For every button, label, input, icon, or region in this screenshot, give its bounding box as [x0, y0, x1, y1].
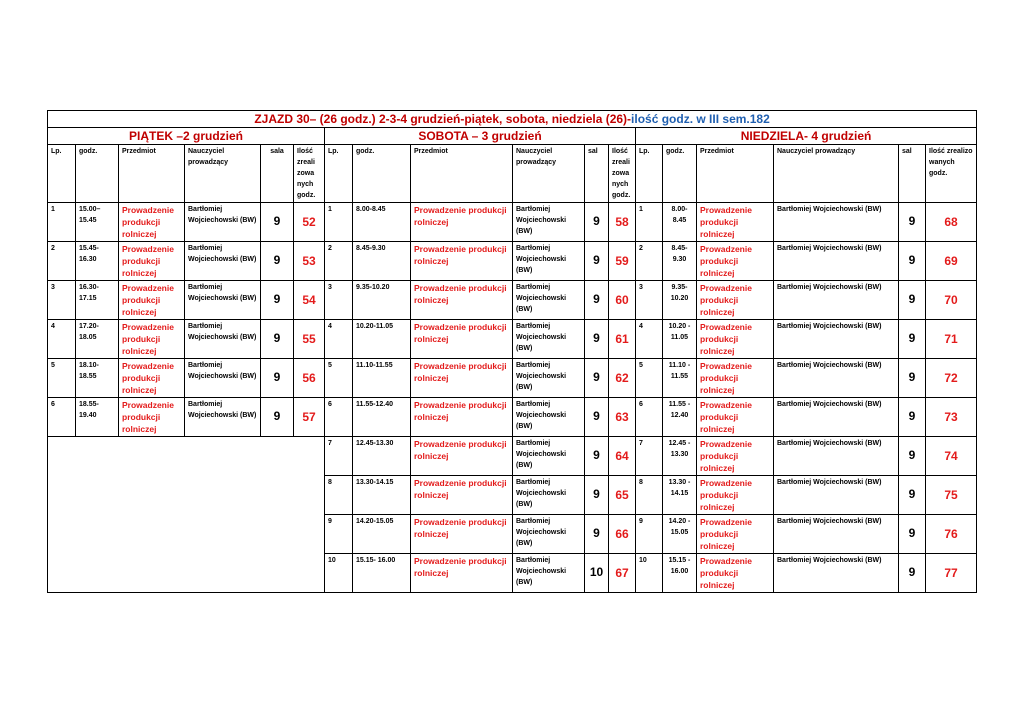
cell-room: 9 [899, 281, 926, 320]
table-row [48, 281, 977, 320]
cell-subject: Prowadzenie produkcji rolniczej [411, 320, 513, 359]
schedule-title [48, 111, 977, 128]
cell-hours-count: 52 [294, 203, 325, 242]
cell-lp: 4 [636, 320, 663, 359]
cell-time: 11.10 - 11.55 [663, 359, 697, 398]
cell-subject: Prowadzenie produkcji rolniczej [697, 281, 774, 320]
cell-lp: 1 [325, 203, 353, 242]
col-lp: Lp. [48, 145, 76, 203]
cell-teacher: Bartłomiej Wojciechowski (BW) [774, 476, 899, 515]
cell-teacher: Bartłomiej Wojciechowski (BW) [185, 359, 261, 398]
cell-time: 15.45- 16.30 [76, 242, 119, 281]
cell-hours-count: 77 [926, 554, 977, 593]
cell-lp: 7 [325, 437, 353, 476]
cell-hours-count: 58 [609, 203, 636, 242]
col-godz: godz. [76, 145, 119, 203]
cell-room: 9 [899, 359, 926, 398]
col-nauczyciel: Nauczyciel prowadzący [185, 145, 261, 203]
cell-room: 9 [899, 476, 926, 515]
cell-lp: 9 [636, 515, 663, 554]
cell-time: 8.00- 8.45 [663, 203, 697, 242]
day-saturday: SOBOTA – 3 grudzień [325, 128, 636, 145]
cell-room: 10 [585, 554, 609, 593]
cell-hours-count: 54 [294, 281, 325, 320]
cell-room: 9 [899, 320, 926, 359]
cell-subject: Prowadzenie produkcji rolniczej [697, 398, 774, 437]
cell-teacher: Bartłomiej Wojciechowski (BW) [185, 281, 261, 320]
cell-lp: 5 [325, 359, 353, 398]
cell-time: 10.20 - 11.05 [663, 320, 697, 359]
cell-lp: 1 [48, 203, 76, 242]
cell-time: 15.15 - 16.00 [663, 554, 697, 593]
title-row [48, 111, 977, 128]
cell-room: 9 [899, 515, 926, 554]
column-header-row [48, 145, 977, 203]
cell-teacher: Bartłomiej Wojciechowski (BW) [774, 515, 899, 554]
cell-time: 11.55-12.40 [353, 398, 411, 437]
cell-hours-count: 76 [926, 515, 977, 554]
cell-time: 8.00-8.45 [353, 203, 411, 242]
cell-teacher: Bartłomiej Wojciechowski (BW) [513, 398, 585, 437]
title-main: ZJAZD 30– (26 godz.) 2-3-4 grudzień-piątek, sobota, niedziela (26)- [254, 112, 632, 126]
cell-room: 9 [261, 359, 294, 398]
cell-room: 9 [585, 515, 609, 554]
col-przedmiot: Przedmiot [697, 145, 774, 203]
cell-subject: Prowadzenie produkcji rolniczej [697, 476, 774, 515]
cell-subject: Prowadzenie produkcji rolniczej [411, 359, 513, 398]
cell-teacher: Bartłomiej Wojciechowski (BW) [513, 203, 585, 242]
day-header-row [48, 128, 977, 145]
cell-lp: 8 [636, 476, 663, 515]
cell-room: 9 [585, 398, 609, 437]
cell-hours-count: 73 [926, 398, 977, 437]
cell-time: 11.55 - 12.40 [663, 398, 697, 437]
col-przedmiot: Przedmiot [411, 145, 513, 203]
cell-room: 9 [261, 320, 294, 359]
col-ilosc: Ilość zreali zowa nych godz. [294, 145, 325, 203]
cell-teacher: Bartłomiej Wojciechowski (BW) [513, 281, 585, 320]
cell-time: 12.45-13.30 [353, 437, 411, 476]
cell-lp: 7 [636, 437, 663, 476]
cell-time: 9.35- 10.20 [663, 281, 697, 320]
table-row [48, 242, 977, 281]
cell-room: 9 [585, 359, 609, 398]
cell-subject: Prowadzenie produkcji rolniczej [697, 437, 774, 476]
cell-hours-count: 70 [926, 281, 977, 320]
cell-room: 9 [585, 320, 609, 359]
cell-teacher: Bartłomiej Wojciechowski (BW) [513, 476, 585, 515]
cell-time: 11.10-11.55 [353, 359, 411, 398]
title-semester-hours: ilość godz. w III sem.182 [631, 112, 770, 126]
cell-teacher: Bartłomiej Wojciechowski (BW) [774, 281, 899, 320]
cell-lp: 3 [636, 281, 663, 320]
table-row [48, 359, 977, 398]
cell-hours-count: 65 [609, 476, 636, 515]
cell-room: 9 [585, 476, 609, 515]
cell-lp: 9 [325, 515, 353, 554]
cell-hours-count: 57 [294, 398, 325, 437]
cell-subject: Prowadzenie produkcji rolniczej [411, 554, 513, 593]
col-godz: godz. [663, 145, 697, 203]
cell-time: 9.35-10.20 [353, 281, 411, 320]
cell-teacher: Bartłomiej Wojciechowski (BW) [774, 398, 899, 437]
cell-hours-count: 67 [609, 554, 636, 593]
cell-lp: 3 [325, 281, 353, 320]
cell-teacher: Bartłomiej Wojciechowski (BW) [185, 203, 261, 242]
cell-teacher: Bartłomiej Wojciechowski (BW) [185, 398, 261, 437]
cell-hours-count: 66 [609, 515, 636, 554]
cell-lp: 5 [48, 359, 76, 398]
col-nauczyciel: Nauczyciel prowadzący [513, 145, 585, 203]
cell-subject: Prowadzenie produkcji rolniczej [411, 281, 513, 320]
cell-room: 9 [585, 437, 609, 476]
cell-subject: Prowadzenie produkcji rolniczej [119, 203, 185, 242]
cell-lp: 2 [325, 242, 353, 281]
cell-lp: 4 [48, 320, 76, 359]
cell-lp: 3 [48, 281, 76, 320]
cell-hours-count: 56 [294, 359, 325, 398]
table-row [48, 203, 977, 242]
cell-hours-count: 64 [609, 437, 636, 476]
schedule-table [47, 110, 977, 593]
cell-time: 12.45 - 13.30 [663, 437, 697, 476]
cell-time: 18.55- 19.40 [76, 398, 119, 437]
cell-room: 9 [585, 281, 609, 320]
cell-room: 9 [899, 398, 926, 437]
cell-time: 13.30 - 14.15 [663, 476, 697, 515]
cell-hours-count: 61 [609, 320, 636, 359]
cell-subject: Prowadzenie produkcji rolniczej [697, 242, 774, 281]
cell-hours-count: 63 [609, 398, 636, 437]
cell-lp: 8 [325, 476, 353, 515]
cell-subject: Prowadzenie produkcji rolniczej [411, 476, 513, 515]
cell-subject: Prowadzenie produkcji rolniczej [697, 359, 774, 398]
cell-lp: 10 [636, 554, 663, 593]
cell-time: 13.30-14.15 [353, 476, 411, 515]
cell-time: 8.45-9.30 [353, 242, 411, 281]
cell-subject: Prowadzenie produkcji rolniczej [697, 320, 774, 359]
cell-time: 18.10- 18.55 [76, 359, 119, 398]
cell-teacher: Bartłomiej Wojciechowski (BW) [185, 242, 261, 281]
cell-hours-count: 59 [609, 242, 636, 281]
cell-hours-count: 53 [294, 242, 325, 281]
cell-subject: Prowadzenie produkcji rolniczej [411, 398, 513, 437]
cell-hours-count: 74 [926, 437, 977, 476]
col-sala: sal [899, 145, 926, 203]
cell-subject: Prowadzenie produkcji rolniczej [119, 320, 185, 359]
cell-time: 15.15- 16.00 [353, 554, 411, 593]
cell-lp: 10 [325, 554, 353, 593]
day-sunday: NIEDZIELA- 4 grudzień [636, 128, 977, 145]
cell-lp: 2 [636, 242, 663, 281]
cell-room: 9 [899, 203, 926, 242]
col-ilosc: Ilość zrealizo wanych godz. [926, 145, 977, 203]
col-sala: sala [261, 145, 294, 203]
cell-teacher: Bartłomiej Wojciechowski (BW) [513, 515, 585, 554]
cell-room: 9 [899, 554, 926, 593]
cell-lp: 2 [48, 242, 76, 281]
cell-subject: Prowadzenie produkcji rolniczej [411, 437, 513, 476]
col-nauczyciel: Nauczyciel prowadzący [774, 145, 899, 203]
cell-teacher: Bartłomiej Wojciechowski (BW) [513, 437, 585, 476]
cell-lp: 6 [325, 398, 353, 437]
cell-hours-count: 71 [926, 320, 977, 359]
cell-hours-count: 72 [926, 359, 977, 398]
cell-subject: Prowadzenie produkcji rolniczej [697, 554, 774, 593]
cell-hours-count: 60 [609, 281, 636, 320]
cell-subject: Prowadzenie produkcji rolniczej [697, 515, 774, 554]
empty-friday-block [48, 437, 325, 593]
cell-room: 9 [261, 242, 294, 281]
cell-room: 9 [899, 242, 926, 281]
table-row [48, 437, 977, 476]
cell-teacher: Bartłomiej Wojciechowski (BW) [774, 203, 899, 242]
cell-time: 14.20-15.05 [353, 515, 411, 554]
col-przedmiot: Przedmiot [119, 145, 185, 203]
cell-room: 9 [261, 398, 294, 437]
col-sala: sal [585, 145, 609, 203]
cell-subject: Prowadzenie produkcji rolniczej [119, 359, 185, 398]
cell-teacher: Bartłomiej Wojciechowski (BW) [513, 359, 585, 398]
cell-hours-count: 62 [609, 359, 636, 398]
cell-subject: Prowadzenie produkcji rolniczej [697, 203, 774, 242]
table-row [48, 398, 977, 437]
cell-teacher: Bartłomiej Wojciechowski (BW) [513, 242, 585, 281]
cell-subject: Prowadzenie produkcji rolniczej [411, 203, 513, 242]
col-ilosc: Ilość zreali zowa nych godz. [609, 145, 636, 203]
cell-teacher: Bartłomiej Wojciechowski (BW) [513, 554, 585, 593]
cell-lp: 6 [636, 398, 663, 437]
cell-time: 15.00– 15.45 [76, 203, 119, 242]
cell-teacher: Bartłomiej Wojciechowski (BW) [513, 320, 585, 359]
cell-time: 14.20 - 15.05 [663, 515, 697, 554]
cell-hours-count: 55 [294, 320, 325, 359]
cell-time: 17.20- 18.05 [76, 320, 119, 359]
cell-time: 8.45- 9.30 [663, 242, 697, 281]
cell-room: 9 [585, 242, 609, 281]
col-lp: Lp. [325, 145, 353, 203]
cell-room: 9 [585, 203, 609, 242]
cell-lp: 4 [325, 320, 353, 359]
cell-subject: Prowadzenie produkcji rolniczej [411, 242, 513, 281]
cell-teacher: Bartłomiej Wojciechowski (BW) [774, 242, 899, 281]
col-lp: Lp. [636, 145, 663, 203]
cell-teacher: Bartłomiej Wojciechowski (BW) [774, 359, 899, 398]
cell-teacher: Bartłomiej Wojciechowski (BW) [774, 437, 899, 476]
cell-subject: Prowadzenie produkcji rolniczej [119, 281, 185, 320]
cell-teacher: Bartłomiej Wojciechowski (BW) [185, 320, 261, 359]
table-row [48, 320, 977, 359]
col-godz: godz. [353, 145, 411, 203]
cell-subject: Prowadzenie produkcji rolniczej [119, 398, 185, 437]
cell-lp: 1 [636, 203, 663, 242]
cell-subject: Prowadzenie produkcji rolniczej [119, 242, 185, 281]
cell-time: 10.20-11.05 [353, 320, 411, 359]
cell-lp: 5 [636, 359, 663, 398]
cell-subject: Prowadzenie produkcji rolniczej [411, 515, 513, 554]
cell-lp: 6 [48, 398, 76, 437]
cell-teacher: Bartłomiej Wojciechowski (BW) [774, 554, 899, 593]
day-friday: PIĄTEK –2 grudzień [48, 128, 325, 145]
cell-room: 9 [899, 437, 926, 476]
cell-hours-count: 69 [926, 242, 977, 281]
cell-hours-count: 68 [926, 203, 977, 242]
cell-room: 9 [261, 281, 294, 320]
cell-time: 16.30- 17.15 [76, 281, 119, 320]
cell-hours-count: 75 [926, 476, 977, 515]
cell-teacher: Bartłomiej Wojciechowski (BW) [774, 320, 899, 359]
cell-room: 9 [261, 203, 294, 242]
